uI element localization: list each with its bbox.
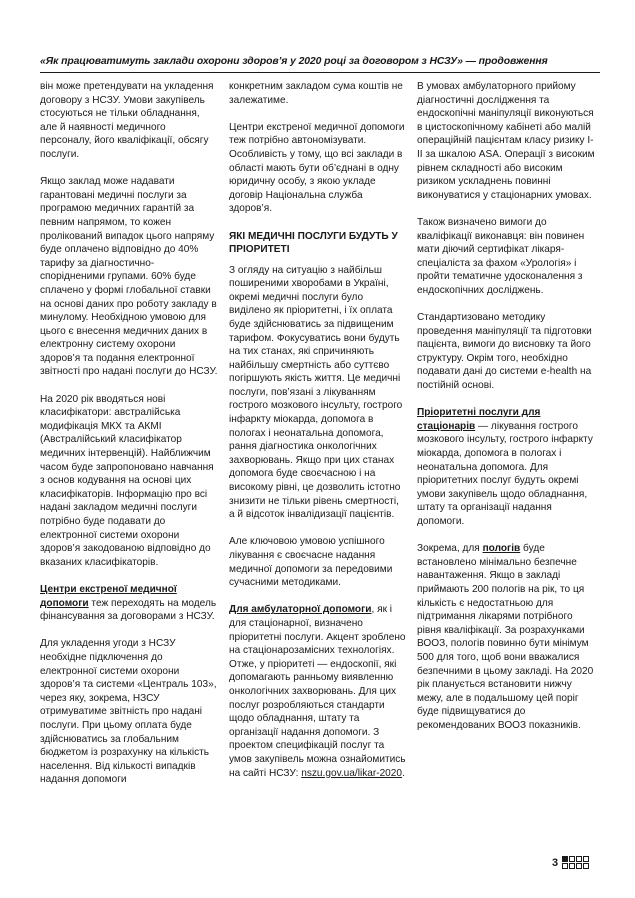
paragraph [417, 542, 599, 732]
paragraph [40, 583, 218, 624]
running-header: «Як працюватимуть заклади охорони здоров’я у 2020 році за договором з НСЗУ» — продовження [40, 56, 548, 67]
website-link[interactable]: nszu.gov.ua/likar-2020 [301, 767, 403, 779]
paragraph: конкретним закладом сума коштів не залежатиме. [229, 81, 403, 106]
text: . [402, 767, 405, 779]
header-divider [40, 72, 600, 73]
paragraph: Для укладення угоди з НСЗУ необхідне підключення до електронної системи охорони здоров’я та системи «Централь 103», через яку, зокрема, НЗСУ отримуватиме звітність про надані послуги. При цьому оплата буде здійснюватись за глобальним бюджетом із розрахунку на кількість населення. Від кількості випадків надання допомоги [40, 638, 217, 786]
paragraph: Якщо заклад може надавати гарантовані медичні послуги за програмою медичних гарантій за певним напрямом, то кожен пролікований випадок цього напряму буде оплачено відповідно до 40% тарифу за діагностично-спорідненими групами. 60% буде сплачено у формі глобальної ставки на основі даних про роботу закладу в минулому. Необхідною умовою для цього є внесення медичних даних в електронну систему охорони здоров’я та подання електронної звітності про надані послуги до НСЗУ. [40, 176, 218, 378]
text: Зокрема, для [417, 543, 483, 555]
text: буде встановлено мінімально безпечне навантаження. Якщо в закладі приймають 200 пологів на рік, то ця кількість є недостатньою для підтримання лікарями потрібного рівня кваліфікації. За розрахунками ВООЗ, пологів повинно бути мінімум 500 для того, щоб вони вважалися безпечними в цьому закладі. На 2020 рік планується встановити нижчу межу, але в подальшому цей поріг буде підвищуватися до рекомендованих ВООЗ показників. [417, 543, 594, 731]
text: — лікування гострого мозкового інсульту, гострого інфаркту міокарда, допомога в пологах і неонатальна допомога. Для пріоритетних послуг будуть окремі умови закупівель щодо обладнання, штату та організації надання допомоги. [417, 420, 593, 527]
emphasis: Пріоритетні послуги для стаціонарів [417, 407, 541, 432]
emphasis: пологів [482, 543, 521, 555]
paragraph [417, 406, 599, 528]
page-footer [552, 856, 589, 869]
paragraph: він може претендувати на укладення договору з НСЗУ. Умови закупівель стосуються не тільки обладнання, але й наявності медичного персоналу, його кваліфікації, обсягу послуги. [40, 81, 214, 160]
text: , як і для стаціонарної, визначено пріоритетні послуги. Акцент зроблено на стаціонарозамісних технологіях. Отже, у пріоритеті — ендоскопії, які допомагають ранньому виявленню онкологічних захворювань. Для цих послуг розробляються стандарти щодо обладнання, штату та організації надання допомоги. З проектом специфікацій послуг та умов закупівель можна ознайомитись на сайті НСЗУ: [229, 604, 406, 779]
paragraph: На 2020 рік вводяться нові класифікатори: австралійська модифікація МКХ та АКМІ (Австралійський класифікатор медичних інтервенцій). Найближчим часом буде запропоновано навчання з основ кодування на основі цих класифікаторів. Інформацію про всі надані закладом медичні послуги потрібно буде подавати до електронної системи охорони здоров’я закодованою відповідно до вказаних класифікаторів. [40, 393, 214, 568]
column-2 [229, 80, 407, 794]
paragraph: Також визначено вимоги до кваліфікації виконавця: він повинен мати діючий сертифікат лікаря-спеціаліста за фахом «Урологія» і пройти тематичне удосконалення з ендоскопічних досліджень. [417, 216, 585, 296]
paragraph [229, 603, 407, 780]
section-heading: ЯКІ МЕДИЧНІ ПОСЛУГИ БУДУТЬ У ПРІОРИТЕТІ [229, 230, 398, 255]
paragraph: Центри екстреної медичної допомоги теж потрібно автономізувати. Особливість у тому, що всі заклади в області мають бути об’єднані в одну юридичну особу, з якою укладе договір Національна служба здоров’я. [229, 121, 405, 215]
paragraph: В умовах амбулаторного прийому діагностичні дослідження та ендоскопічні маніпуляції виконуються в цистоскопічному кабінеті або малій операційній пацієнтам класу ризику I-II за шкалою ASA. Операції з високим рівнем складності або високим ризиком ускладнень повинні виконуватися у стаціонарних умовах. [417, 81, 595, 201]
paragraph: З огляду на ситуацію з найбільш поширеними хворобами в Україні, окремі медичні послуги було виділено як пріоритетні, і їх оплата буде здійснюватись за підвищеним тарифом. Фокусуватись вони будуть на тих станах, які спричиняють найбільшу смертність або суттєво погіршують якість життя. Це медичні послуги, пов’язані з лікуванням гострого мозкового інсульту, гострого інфаркту міокарда, допомога в пологах і неонатальна допомога, рання діагностика онкологічних захворювань. Якщо при цих станах допомога буде своєчасною і на високому рівні, це дозволить істотно знизити не тільки рівень смертності, а й відсоток інвалідизації пацієнтів. [229, 264, 403, 521]
emphasis: Центри екстреної медичної допомоги [40, 583, 177, 609]
column-1 [40, 80, 218, 800]
paragraph: Стандартизовано методику проведення маніпуляції та підготовки пацієнта, вимоги до висновку та його структуру. Окрім того, необхідно подавати дані до системи e-health на постійній основі. [417, 312, 592, 392]
text: теж переходять на модель фінансування за договорами з НСЗУ. [40, 597, 217, 623]
emphasis: Для амбулаторної допомоги [229, 604, 372, 616]
grid-icon [562, 856, 589, 869]
page-number: 3 [552, 856, 559, 869]
paragraph: Але ключовою умовою успішного лікування є своєчасне надання медичної допомоги за передовими сучасними методиками. [229, 536, 393, 589]
column-3 [417, 80, 599, 746]
